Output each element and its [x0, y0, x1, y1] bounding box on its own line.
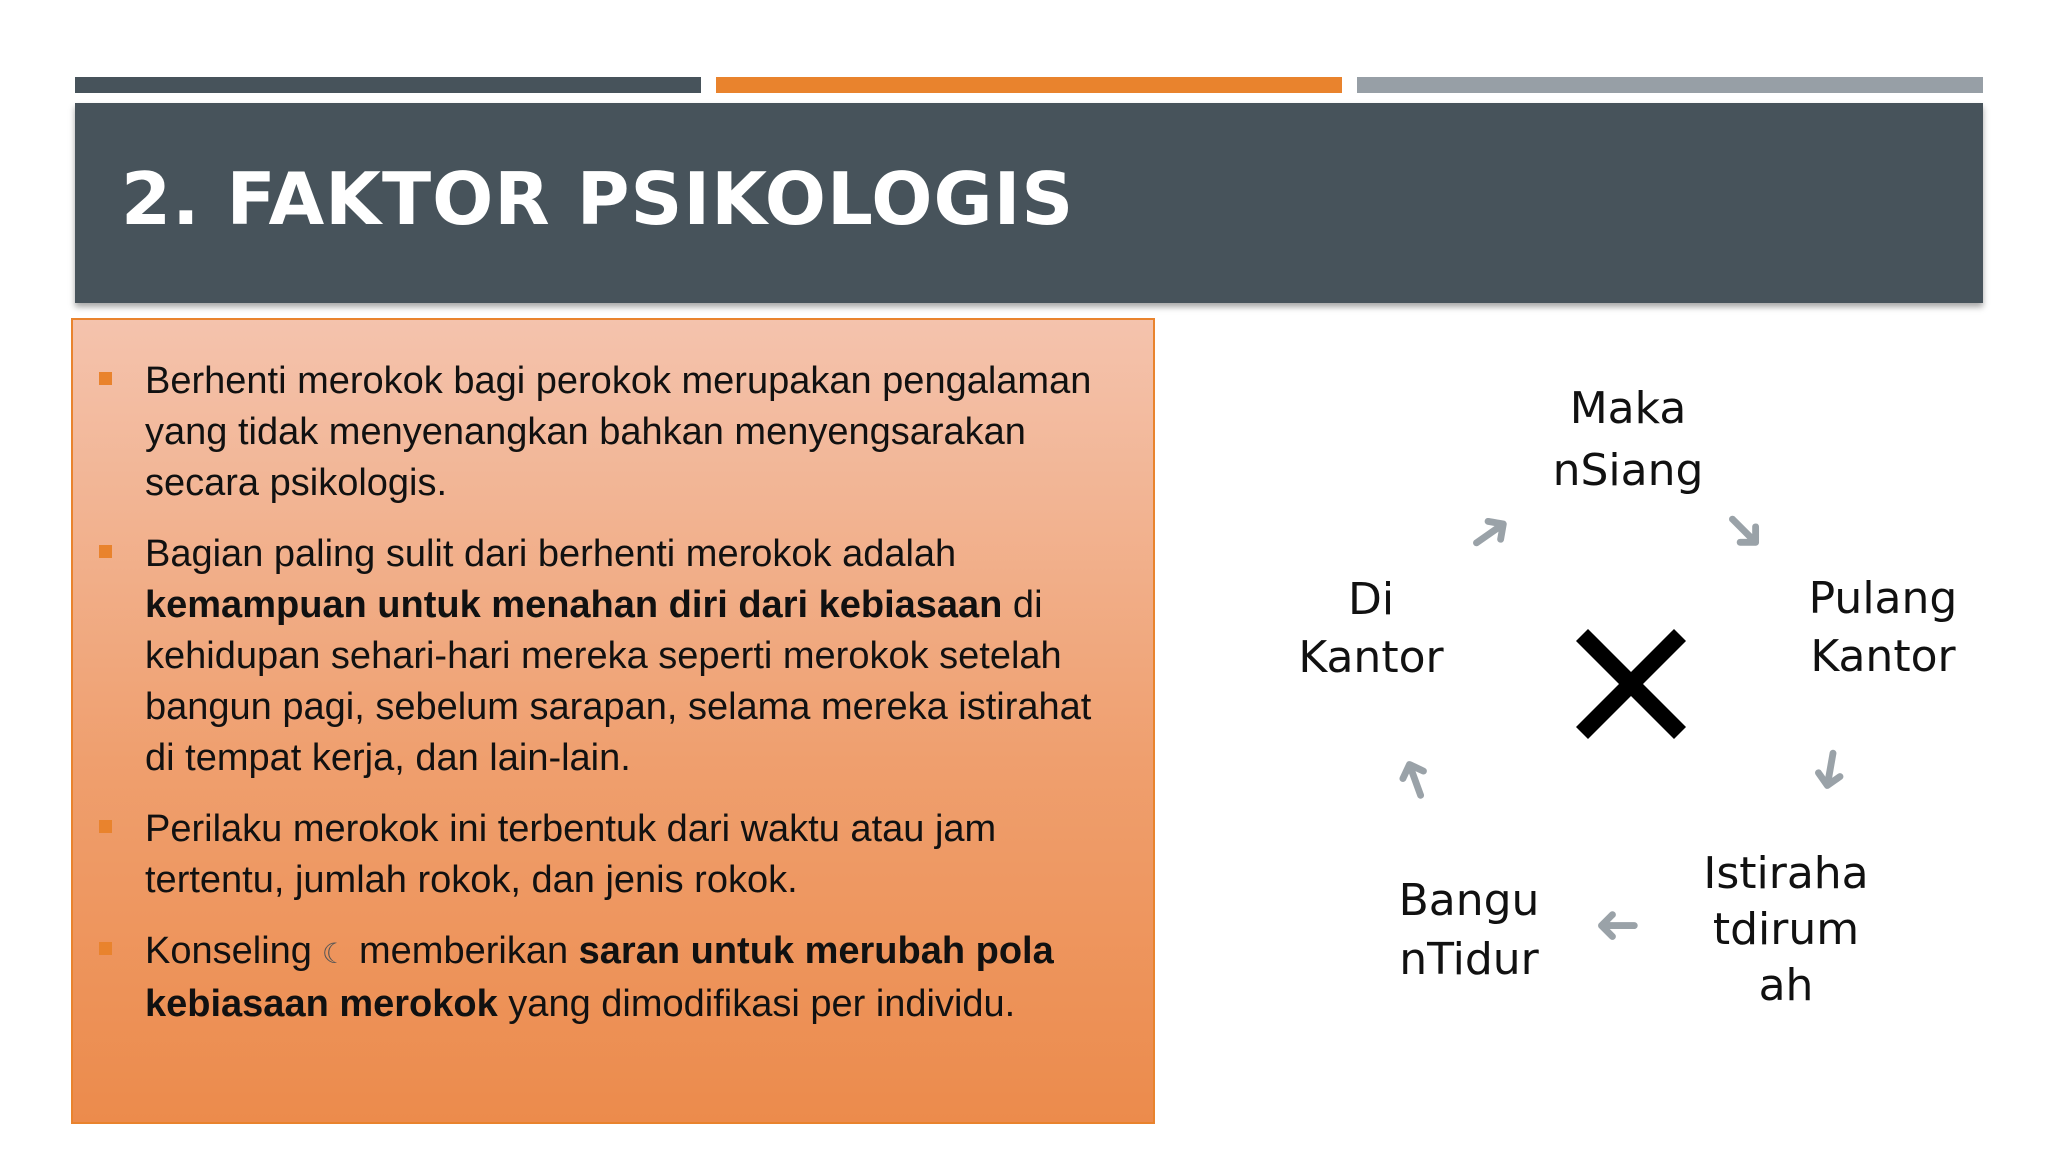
bullet-item-3 — [145, 804, 1123, 906]
accent-bar-orange — [716, 77, 1342, 93]
cycle-node-rest-home — [1676, 846, 1896, 1014]
accent-bar-gray — [1357, 77, 1983, 93]
cycle-node-label: Bangu nTidur — [1398, 875, 1540, 985]
cycle-node-lunch — [1518, 378, 1738, 502]
bullet-item-1 — [145, 356, 1123, 509]
bullet-text: Berhenti merokok bagi perokok merupakan pengalaman yang tidak menyenangkan bahkan menyengsarakan secara psikologis. — [145, 360, 1092, 504]
bullet-text: memberikan — [359, 930, 579, 972]
accent-bar-dark — [75, 77, 701, 93]
square-bullet-icon — [99, 372, 112, 385]
cycle-node-wake-up — [1359, 871, 1579, 989]
square-bullet-icon — [99, 820, 112, 833]
bullet-item-4 — [145, 926, 1123, 1030]
cycle-node-label: Maka nSiang — [1552, 383, 1704, 496]
content-box — [71, 318, 1155, 1124]
bullet-text: Konseling — [145, 930, 312, 972]
bullet-list — [73, 320, 1153, 1030]
cycle-node-label: Pulang Kantor — [1808, 573, 1958, 682]
cycle-arrow-icon: ➜ — [1796, 741, 1868, 799]
title-band — [75, 103, 1983, 303]
bullet-text: yang dimodifikasi per individu. — [497, 983, 1016, 1025]
cycle-node-label: Di Kantor — [1298, 574, 1444, 683]
bullet-text: Perilaku merokok ini terbentuk dari waktu atau jam tertentu, jumlah rokok, dan jenis rokok. — [145, 808, 997, 901]
bullet-bold-text: saran untuk merubah pola kebiasaan merokok — [145, 930, 1054, 1025]
bullet-text: Bagian paling sulit dari berhenti merokok adalah — [145, 533, 957, 575]
cycle-arrow-icon: ➜ — [1451, 492, 1527, 571]
moon-icon: ☾ — [321, 938, 348, 969]
bullet-bold-text: kemampuan untuk menahan diri dari kebiasaan — [145, 584, 1003, 626]
cycle-arrow-icon: ➜ — [1594, 896, 1641, 959]
cycle-node-at-office — [1261, 571, 1481, 687]
bullet-item-2 — [145, 529, 1123, 784]
bullet-text: di kehidupan sehari-hari mereka seperti merokok setelah bangun pagi, sebelum sarapan, selama mereka istirahat di tempat kerja, dan lain-lain. — [145, 584, 1092, 779]
cycle-arrow-icon: ➜ — [1706, 490, 1785, 569]
cycle-node-label: Istiraha tdirum ah — [1703, 848, 1869, 1011]
square-bullet-icon — [99, 942, 112, 955]
slide-title: 2. FAKTOR PSIKOLOGIS — [121, 157, 1075, 241]
close-x-icon — [1572, 625, 1690, 743]
cycle-arrow-icon: ➜ — [1375, 747, 1451, 813]
cycle-node-leave-office — [1773, 570, 1993, 686]
square-bullet-icon — [99, 545, 112, 558]
